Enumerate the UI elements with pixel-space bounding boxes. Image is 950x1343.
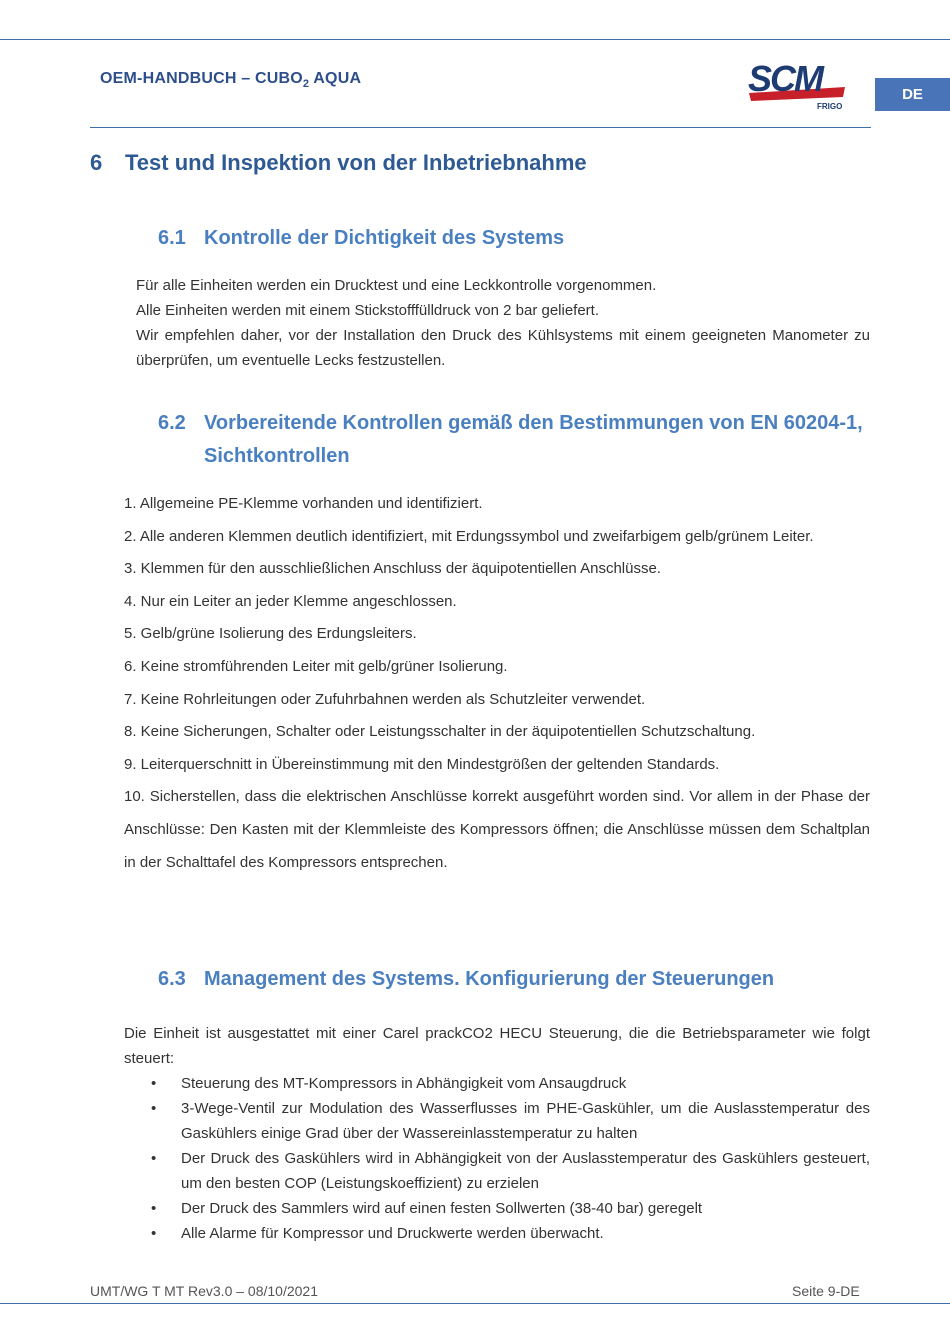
bullet-icon: • <box>151 1100 157 1117</box>
list-item: 1. Allgemeine PE-Klemme vorhanden und identifiziert. <box>124 495 483 512</box>
svg-text:FRIGO: FRIGO <box>817 102 843 111</box>
language-tab: DE <box>875 78 950 111</box>
bullet-icon: • <box>151 1075 157 1092</box>
section-6-3-body <box>124 1021 870 1246</box>
visual-check-list <box>124 488 870 879</box>
scm-frigo-logo <box>745 57 850 113</box>
bullet-icon: • <box>151 1150 157 1167</box>
footer-page-number: Seite 9-DE <box>792 1283 860 1299</box>
bullet-item: • Steuerung des MT-Kompressors in Abhängigkeit vom Ansaugdruck <box>124 1071 870 1096</box>
section-heading: 6 Test und Inspektion von der Inbetriebnahme <box>90 150 587 175</box>
bullet-item: • 3-Wege-Ventil zur Modulation des Wasserflusses im PHE-Gaskühler, um die Auslasstemperatur des Gaskühlers einige Grad über der Wassereinlasstemperatur zu halten <box>124 1096 870 1146</box>
subsection-heading-6-2: 6.2 Vorbereitende Kontrollen gemäß den Bestimmungen von EN 60204-1, Sichtkontrollen <box>158 412 863 467</box>
bullet-item: • Der Druck des Sammlers wird auf einen festen Sollwerten (38-40 bar) geregelt <box>124 1196 870 1221</box>
top-rule <box>0 39 950 40</box>
bullet-item: • Der Druck des Gaskühlers wird in Abhängigkeit von der Auslasstemperatur des Gaskühlers gesteuert, um den besten COP (Leistungskoeffizient) zu erzielen <box>124 1146 870 1196</box>
bullet-icon: • <box>151 1200 157 1217</box>
list-item: 2. Alle anderen Klemmen deutlich identifiziert, mit Erdungssymbol und zweifarbigem gelb/grünem Leiter. <box>124 527 814 545</box>
list-item: 6. Keine stromführenden Leiter mit gelb/grüner Isolierung. <box>124 657 508 675</box>
list-item: 4. Nur ein Leiter an jeder Klemme angeschlossen. <box>124 592 457 610</box>
section-6-1-body <box>136 273 870 373</box>
list-item: 5. Gelb/grüne Isolierung des Erdungsleiters. <box>124 625 417 643</box>
header-rule <box>90 127 871 128</box>
subsection-heading-6-1: 6.1 Kontrolle der Dichtigkeit des Systems <box>158 227 565 249</box>
subsection-heading-6-3: 6.3 Management des Systems. Konfigurierung der Steuerungen <box>158 968 775 990</box>
bullet-icon: • <box>151 1225 157 1242</box>
intro-paragraph: Die Einheit ist ausgestattet mit einer Carel prackCO2 HECU Steuerung, die die Betriebsparameter wie folgt steuert: <box>124 1025 870 1067</box>
paragraph-line: Wir empfehlen daher, vor der Installation den Druck des Kühlsystems mit einem geeigneten Manometer zu überprüfen, um eventuelle Lecks festzustellen. <box>136 327 870 369</box>
list-item: 9. Leiterquerschnitt in Übereinstimmung mit den Mindestgrößen der geltenden Standards. <box>124 755 720 773</box>
paragraph-line: Alle Einheiten werden mit einem Stickstofffülldruck von 2 bar geliefert. <box>136 302 600 319</box>
document-title: OEM-HANDBUCH – $CUBO_2$ AQUA <box>100 70 362 91</box>
footer-rule <box>0 1303 950 1304</box>
bullet-item: • Alle Alarme für Kompressor und Druckwerte werden überwacht. <box>124 1221 870 1246</box>
controller-functions-list <box>124 1071 870 1246</box>
paragraph-line: Für alle Einheiten werden ein Drucktest und eine Leckkontrolle vorgenommen. <box>136 277 657 294</box>
list-item: 3. Klemmen für den ausschließlichen Anschluss der äquipotentiellen Anschlüsse. <box>124 560 661 578</box>
svg-text:SCM: SCM <box>748 58 822 99</box>
list-item: 7. Keine Rohrleitungen oder Zufuhrbahnen werden als Schutzleiter verwendet. <box>124 690 646 708</box>
list-item: 10. Sicherstellen, dass die elektrischen Anschlüsse korrekt ausgeführt worden sind. Vor allem in der Phase der Anschlüsse: Den Kasten mit der Klemmleiste des Kompressors öffnen; die Anschlüsse müssen dem Schaltplan in der Schalttafel des Kompressors entsprechen. <box>124 788 870 871</box>
footer-revision: UMT/WG T MT Rev3.0 – 08/10/2021 <box>90 1283 318 1299</box>
list-item: 8. Keine Sicherungen, Schalter oder Leistungsschalter in der äquipotentiellen Schutzschaltung. <box>124 723 756 741</box>
